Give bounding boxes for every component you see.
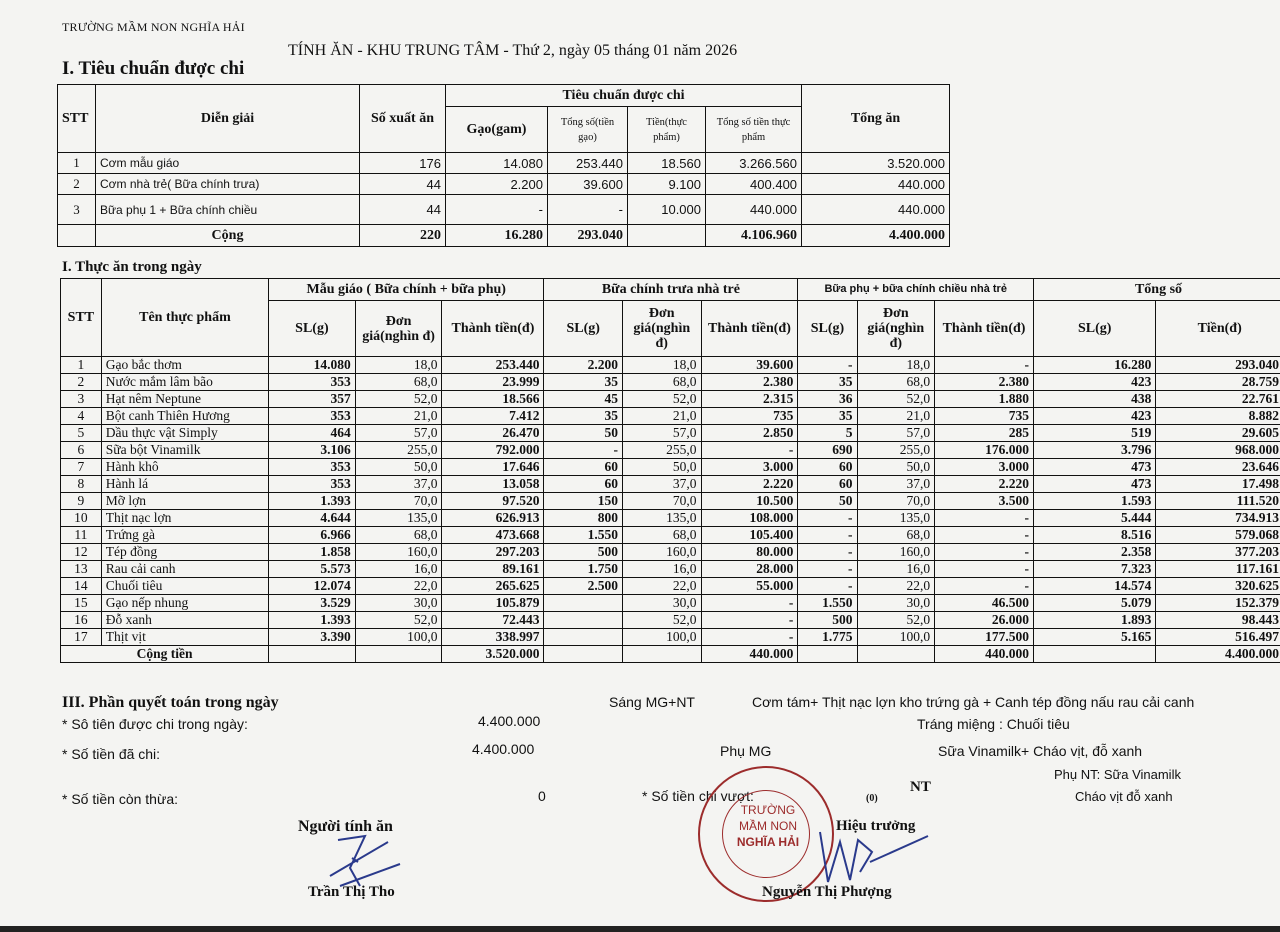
food-name: Mỡ lợn (101, 493, 268, 510)
food-name: Rau cải canh (101, 561, 268, 578)
food-name: Thịt vịt (101, 629, 268, 646)
menu-snack-nt-line2: Cháo vịt đỗ xanh (1075, 789, 1173, 804)
menu-snack-mg: Sữa Vinamilk+ Cháo vịt, đỗ xanh (938, 743, 1143, 759)
bottom-edge (0, 926, 1280, 932)
table-row: 1 Cơm mẫu giáo 176 14.080 253.440 18.560 3.266.560 3.520.000 (58, 153, 950, 174)
table-row: 11 Trứng gà 6.966 68,0 473.668 1.550 68,0 105.400 - 68,0 - 8.516 579.068 (61, 527, 1280, 544)
food-name: Gạo nếp nhung (101, 595, 268, 612)
food-name: Gạo bắc thơm (101, 357, 268, 374)
allowed-label: * Sô tiên được chi trong ngày: (62, 716, 248, 732)
school-name: TRƯỜNG MẦM NON NGHĨA HẢI (62, 20, 245, 34)
col-food-money: Tiền(thực phẩm) (628, 107, 706, 153)
spent-value: 4.400.000 (472, 741, 535, 757)
table-row: 14 Chuối tiêu 12.074 22,0 265.625 2.500 22,0 55.000 - 22,0 - 14.574 320.625 (61, 578, 1280, 595)
school-stamp-icon: TRƯỜNG MẦM NON NGHĨA HẢI (698, 766, 834, 902)
food-name: Sữa bột Vinamilk (101, 442, 268, 459)
food-name: Dầu thực vật Simply (101, 425, 268, 442)
menu-snack-nt-line1: Phụ NT: Sữa Vinamilk (1054, 767, 1181, 782)
over-value: (0) (866, 793, 878, 804)
food-name: Đỗ xanh (101, 612, 268, 629)
col-group-mg: Mẫu giáo ( Bữa chính + bữa phụ) (269, 279, 544, 301)
preparer-title: Người tính ăn (298, 818, 393, 835)
remaining-label: * Số tiền còn thừa: (62, 791, 178, 807)
col-rice-total: Tổng số(tiền gạo) (548, 107, 628, 153)
table-row: 6 Sữa bột Vinamilk 3.106 255,0 792.000 - 255,0 - 690 255,0 176.000 3.796 968.000 (61, 442, 1280, 459)
table-row: 4 Bột canh Thiên Hương 353 21,0 7.412 35 21,0 735 35 21,0 735 423 8.882 (61, 408, 1280, 425)
col-food-total: Tổng số tiền thực phẩm (706, 107, 802, 153)
col-group-nt-afternoon: Bữa phụ + bữa chính chiều nhà trẻ (798, 279, 1034, 301)
food-name: Hạt nêm Neptune (101, 391, 268, 408)
spent-label: * Số tiền đã chi: (62, 746, 161, 762)
menu-snack-mg-label: Phụ MG (720, 743, 772, 759)
over-label: * Số tiền chi vượt: (642, 788, 754, 804)
remaining-value: 0 (538, 788, 546, 804)
table-row: 1 Gạo bắc thơm 14.080 18,0 253.440 2.200 18,0 39.600 - 18,0 - 16.280 293.040 (61, 357, 1280, 374)
col-desc: Diễn giải (96, 85, 360, 153)
total-row: Cộng tiền 3.520.000 440.000 440.000 4.400.000 (61, 646, 1280, 663)
table-row: 15 Gạo nếp nhung 3.529 30,0 105.879 30,0 - 1.550 30,0 46.500 5.079 152.379 (61, 595, 1280, 612)
section1-heading: I. Tiêu chuẩn được chi (62, 58, 245, 79)
standard-allowance-table (57, 84, 950, 247)
col-rice-gram: Gạo(gam) (446, 107, 548, 153)
food-name: Hành lá (101, 476, 268, 493)
food-name: Chuối tiêu (101, 578, 268, 595)
total-row: Cộng 220 16.280 293.040 4.106.960 4.400.000 (58, 225, 950, 247)
table-row: 16 Đỗ xanh 1.393 52,0 72.443 52,0 - 500 52,0 26.000 1.893 98.443 (61, 612, 1280, 629)
col-group-total: Tổng số (1034, 279, 1280, 301)
food-name: Tép đồng (101, 544, 268, 561)
principal-title: Hiệu trưởng (836, 818, 916, 834)
table-row: 3 Hạt nêm Neptune 357 52,0 18.566 45 52,0 2.315 36 52,0 1.880 438 22.761 (61, 391, 1280, 408)
col-group-allowance: Tiêu chuẩn được chi (446, 85, 802, 107)
principal-signature-icon (800, 822, 930, 892)
table-row: 3 Bữa phụ 1 + Bữa chính chiều 44 - - 10.000 440.000 440.000 (58, 195, 950, 225)
food-name: Nước mắm lâm bão (101, 374, 268, 391)
table-row: 13 Rau cải canh 5.573 16,0 89.161 1.750 16,0 28.000 - 16,0 - 7.323 117.161 (61, 561, 1280, 578)
table-row: 5 Dầu thực vật Simply 464 57,0 26.470 50 57,0 2.850 5 57,0 285 519 29.605 (61, 425, 1280, 442)
food-name: Thịt nạc lợn (101, 510, 268, 527)
principal-name: Nguyễn Thị Phượng (762, 884, 892, 900)
col-stt: STT (61, 279, 102, 357)
col-stt: STT (58, 85, 96, 153)
table-row: 2 Nước mắm lâm bão 353 68,0 23.999 35 68,0 2.380 35 68,0 2.380 423 28.759 (61, 374, 1280, 391)
table-row: 12 Tép đồng 1.858 160,0 297.203 500 160,0 80.000 - 160,0 - 2.358 377.203 (61, 544, 1280, 561)
menu-morning-dishes: Cơm tám+ Thịt nạc lợn kho trứng gà + Canh tép đồng nấu rau cải canh (752, 694, 1195, 710)
table-row: 2 Cơm nhà trẻ( Bữa chính trưa) 44 2.200 39.600 9.100 400.400 440.000 (58, 174, 950, 195)
col-group-nt-lunch: Bữa chính trưa nhà trẻ (544, 279, 798, 301)
table-row: 17 Thịt vịt 3.390 100,0 338.997 100,0 - 1.775 100,0 177.500 5.165 516.497 (61, 629, 1280, 646)
daily-food-table: STT Tên thực phẩm Mẫu giáo ( Bữa chính + bữa phụ) Bữa chính trưa nhà trẻ Bữa phụ + bữa chính chiều nhà trẻ Tổng số SL(g) Đơn giá(nghìn đ) Thành tiền(đ) SL(g) Đơn giá(nghìn đ) Thành tiền(đ) SL(g) Đơn giá(nghìn đ) Thành tiền(đ) SL(g) Tiền(đ) 1 Gạo bắc thơm 14.080 18,0 253.440 2.200 18,0 39.600 - 18,0 - 16.280 293.040 2 Nước mắm lâm bão 353 68,0 23.999 35 68,0 2.380 35 68,0 2.380 423 28.759 3 Hạt nêm Neptune 357 52,0 18.566 45 52,0 2.315 36 52,0 1.880 438 22.761 4 Bột canh Thiên Hương 353 21,0 7.412 35 21,0 735 35 21,0 735 423 8.882 5 Dầu thực vật Simply 464 57,0 26.470 50 57,0 2.850 5 57,0 285 519 29.605 6 Sữa bột Vinamilk 3.106 255,0 792.000 - 255,0 - 690 255,0 176.000 3.796 968.000 7 Hành khô 353 50,0 17.646 60 50,0 3.000 60 50,0 3.000 473 23.646 8 Hành lá 353 37,0 13.058 60 37,0 2.220 60 37,0 2.220 473 17.498 9 Mỡ lợn 1.393 70,0 97.520 150 70,0 10.500 50 70,0 3.500 1.593 111.520 10 Thịt nạc lợn 4.644 135,0 626.913 800 135,0 108.000 - 135,0 - 5.444 734.913 11 Trứng gà 6.966 68,0 473.668 1.550 68,0 105.400 - 68,0 - 8.516 579.068 12 Tép đồng 1.858 160,0 297.203 500 160,0 80.000 - 160,0 - 2.358 377.203 13 Rau cải canh 5.573 16,0 89.161 1.750 16,0 28.000 - 16,0 - 7.323 117.161 14 Chuối tiêu 12.074 22,0 265.625 2.500 22,0 55.000 - 22,0 - 14.574 320.625 15 Gạo nếp nhung 3.529 30,0 105.879 30,0 - 1.550 30,0 46.500 5.079 152.379 16 Đỗ xanh 1.393 52,0 72.443 52,0 - 500 52,0 26.000 1.893 98.443 17 Thịt vịt 3.390 100,0 338.997 100,0 - 1.775 100,0 177.500 5.165 516.497 Cộng tiền 3.520.000 440.000 440.000 4.400.000 (60, 278, 1280, 663)
food-name: Hành khô (101, 459, 268, 476)
col-food-name: Tên thực phẩm (101, 279, 268, 357)
allowed-value: 4.400.000 (478, 713, 541, 729)
table-row: 10 Thịt nạc lợn 4.644 135,0 626.913 800 135,0 108.000 - 135,0 - 5.444 734.913 (61, 510, 1280, 527)
table-row: 7 Hành khô 353 50,0 17.646 60 50,0 3.000 60 50,0 3.000 473 23.646 (61, 459, 1280, 476)
col-grand-total: Tổng ăn (802, 85, 950, 153)
food-name: Bột canh Thiên Hương (101, 408, 268, 425)
section2-heading: I. Thực ăn trong ngày (62, 259, 202, 275)
food-name: Trứng gà (101, 527, 268, 544)
preparer-name: Trần Thị Tho (308, 884, 395, 900)
section3-heading: III. Phần quyết toán trong ngày (62, 694, 279, 711)
menu-nt-label: NT (910, 779, 931, 795)
menu-dessert: Tráng miệng : Chuối tiêu (917, 716, 1070, 732)
table-row: 9 Mỡ lợn 1.393 70,0 97.520 150 70,0 10.500 50 70,0 3.500 1.593 111.520 (61, 493, 1280, 510)
menu-morning-label: Sáng MG+NT (609, 694, 695, 710)
table-row: 8 Hành lá 353 37,0 13.058 60 37,0 2.220 60 37,0 2.220 473 17.498 (61, 476, 1280, 493)
document-title: TÍNH ĂN - KHU TRUNG TÂM - Thứ 2, ngày 05 tháng 01 năm 2026 (288, 42, 738, 59)
col-servings: Số xuất ăn (360, 85, 446, 153)
